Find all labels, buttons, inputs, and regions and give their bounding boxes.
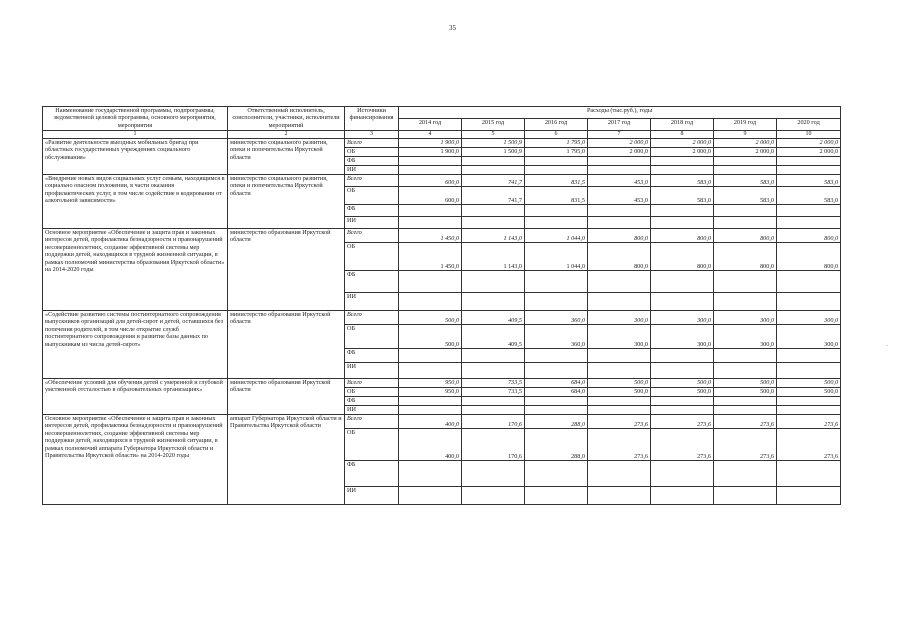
ob-value: 1 450,0 <box>399 243 462 271</box>
empty-cell <box>777 406 841 415</box>
header-year: 2016 год <box>525 119 588 131</box>
expenses-table <box>42 106 841 505</box>
empty-cell <box>651 157 714 166</box>
empty-cell <box>777 397 841 406</box>
empty-cell <box>462 157 525 166</box>
funding-source: ОБ <box>345 187 399 205</box>
funding-source: Всего <box>345 175 399 187</box>
activity-name: «Развитие деятельности выездных мобильных бригад при областных государственных учреждениях социального обслуживания» <box>43 139 228 175</box>
ob-value: 600,0 <box>399 187 462 205</box>
ob-value: 1 500,9 <box>462 148 525 157</box>
total-value: 273,6 <box>588 415 651 429</box>
empty-cell <box>651 205 714 217</box>
empty-cell <box>525 293 588 311</box>
empty-cell <box>588 271 651 293</box>
column-index: 5 <box>462 131 525 139</box>
empty-cell <box>588 487 651 505</box>
empty-cell <box>588 349 651 363</box>
total-value: 1 500,9 <box>462 139 525 148</box>
empty-cell <box>777 293 841 311</box>
empty-cell <box>714 205 777 217</box>
empty-cell <box>651 397 714 406</box>
total-value: 409,5 <box>462 311 525 325</box>
empty-cell <box>399 461 462 487</box>
ob-value: 273,6 <box>588 429 651 461</box>
total-value: 2 000,0 <box>651 139 714 148</box>
column-index: 8 <box>651 131 714 139</box>
funding-source: ОБ <box>345 148 399 157</box>
total-value: 360,0 <box>525 311 588 325</box>
ob-value: 300,0 <box>588 325 651 349</box>
empty-cell <box>714 349 777 363</box>
ob-value: 2 000,0 <box>714 148 777 157</box>
ob-value: 1 044,0 <box>525 243 588 271</box>
funding-source: ИИ <box>345 363 399 379</box>
empty-cell <box>525 166 588 175</box>
empty-cell <box>525 397 588 406</box>
total-value: 800,0 <box>777 229 841 243</box>
ob-value: 583,0 <box>714 187 777 205</box>
empty-cell <box>399 406 462 415</box>
margin-mark: ‐ <box>886 343 888 349</box>
empty-cell <box>588 397 651 406</box>
empty-cell <box>588 157 651 166</box>
ob-value: 741,7 <box>462 187 525 205</box>
empty-cell <box>525 487 588 505</box>
ob-value: 831,5 <box>525 187 588 205</box>
empty-cell <box>651 217 714 229</box>
funding-source: Всего <box>345 379 399 388</box>
total-value: 300,0 <box>714 311 777 325</box>
ob-value: 288,0 <box>525 429 588 461</box>
ob-value: 500,0 <box>651 388 714 397</box>
funding-source: ОБ <box>345 388 399 397</box>
total-value: 800,0 <box>651 229 714 243</box>
ob-value: 273,6 <box>777 429 841 461</box>
funding-source: ИИ <box>345 487 399 505</box>
empty-cell <box>399 166 462 175</box>
activity-name: Основное мероприятие «Обеспечение и защита прав и законных интересов детей, профилактика безнадзорности и правонарушений несовершеннолетних, создание эффективной системы мер поддержки детей, находящихся в трудной жизненной ситуации, в рамках полномочий аппарата Губернатора Иркутской области и Правительства Иркутской области» на 2014-2020 годы <box>43 415 228 505</box>
total-value: 831,5 <box>525 175 588 187</box>
activity-name: «Внедрение новых видов социальных услуг семьям, находящимся в социально опасном положении, в части оказания профилактических услуг, в том числе содействие в кодировании от алкогольной зависимости» <box>43 175 228 229</box>
ob-value: 583,0 <box>651 187 714 205</box>
total-value: 600,0 <box>399 175 462 187</box>
empty-cell <box>399 487 462 505</box>
empty-cell <box>525 271 588 293</box>
total-value: 300,0 <box>588 311 651 325</box>
ob-value: 800,0 <box>714 243 777 271</box>
total-value: 273,6 <box>714 415 777 429</box>
empty-cell <box>714 487 777 505</box>
ob-value: 453,0 <box>588 187 651 205</box>
column-index: 2 <box>228 131 345 139</box>
total-value: 2 000,0 <box>714 139 777 148</box>
column-index: 6 <box>525 131 588 139</box>
empty-cell <box>399 397 462 406</box>
empty-cell <box>462 205 525 217</box>
ob-value: 2 000,0 <box>588 148 651 157</box>
table-row <box>43 415 841 429</box>
empty-cell <box>777 157 841 166</box>
funding-source: ФБ <box>345 397 399 406</box>
total-value: 300,0 <box>651 311 714 325</box>
executor: министерство образования Иркутской области <box>228 311 345 379</box>
empty-cell <box>651 293 714 311</box>
total-value: 500,0 <box>588 379 651 388</box>
empty-cell <box>525 349 588 363</box>
total-value: 583,0 <box>777 175 841 187</box>
header-year: 2019 год <box>714 119 777 131</box>
total-value: 300,0 <box>777 311 841 325</box>
table-row <box>43 311 841 325</box>
table-row <box>43 175 841 187</box>
activity-name: «Содействие развитию системы постинтернатного сопровождения выпускников организаций для детей-сирот и детей, оставшихся без попечения родителей, в том числе открытие служб постинтернатного сопровождения и развитие базы данных по выпускникам из числа детей-сирот» <box>43 311 228 379</box>
empty-cell <box>651 166 714 175</box>
empty-cell <box>462 349 525 363</box>
table-row <box>43 229 841 243</box>
empty-cell <box>399 157 462 166</box>
empty-cell <box>462 271 525 293</box>
header-year: 2017 год <box>588 119 651 131</box>
ob-value: 500,0 <box>714 388 777 397</box>
total-value: 453,0 <box>588 175 651 187</box>
ob-value: 500,0 <box>777 388 841 397</box>
total-value: 288,0 <box>525 415 588 429</box>
table-row <box>43 379 841 388</box>
empty-cell <box>651 406 714 415</box>
empty-cell <box>714 293 777 311</box>
column-index: 1 <box>43 131 228 139</box>
executor: министерство социального развития, опеки и попечительства Иркутской области <box>228 175 345 229</box>
ob-value: 500,0 <box>588 388 651 397</box>
header-source: Источники финансирования <box>345 107 399 131</box>
total-value: 583,0 <box>714 175 777 187</box>
ob-value: 2 000,0 <box>651 148 714 157</box>
activity-name: «Обеспечение условий для обучения детей с умеренной и глубокой умственной отсталостью в образовательных организациях» <box>43 379 228 415</box>
total-value: 500,0 <box>714 379 777 388</box>
funding-source: ИИ <box>345 166 399 175</box>
header-expenses: Расходы (тыс.руб.), годы <box>399 107 841 119</box>
total-value: 2 000,0 <box>588 139 651 148</box>
empty-cell <box>714 363 777 379</box>
total-value: 583,0 <box>651 175 714 187</box>
empty-cell <box>777 363 841 379</box>
ob-value: 800,0 <box>651 243 714 271</box>
ob-value: 1 143,0 <box>462 243 525 271</box>
empty-cell <box>651 271 714 293</box>
column-index: 4 <box>399 131 462 139</box>
empty-cell <box>714 271 777 293</box>
funding-source: ИИ <box>345 293 399 311</box>
total-value: 400,0 <box>399 415 462 429</box>
ob-value: 684,0 <box>525 388 588 397</box>
ob-value: 800,0 <box>588 243 651 271</box>
empty-cell <box>651 461 714 487</box>
empty-cell <box>651 487 714 505</box>
funding-source: Всего <box>345 139 399 148</box>
funding-source: ФБ <box>345 271 399 293</box>
executor: аппарат Губернатора Иркутской области и Правительства Иркутской области <box>228 415 345 505</box>
ob-value: 733,5 <box>462 388 525 397</box>
empty-cell <box>462 293 525 311</box>
ob-value: 1 795,0 <box>525 148 588 157</box>
total-value: 273,6 <box>777 415 841 429</box>
empty-cell <box>714 157 777 166</box>
ob-value: 170,6 <box>462 429 525 461</box>
ob-value: 2 000,0 <box>777 148 841 157</box>
total-value: 1 044,0 <box>525 229 588 243</box>
empty-cell <box>714 406 777 415</box>
empty-cell <box>525 157 588 166</box>
funding-source: ИИ <box>345 217 399 229</box>
header-year: 2020 год <box>777 119 841 131</box>
column-index: 10 <box>777 131 841 139</box>
empty-cell <box>588 363 651 379</box>
ob-value: 273,6 <box>714 429 777 461</box>
empty-cell <box>588 406 651 415</box>
empty-cell <box>462 217 525 229</box>
total-value: 1 900,0 <box>399 139 462 148</box>
total-value: 950,0 <box>399 379 462 388</box>
header-name: Наименование государственной программы, подпрограммы, ведомственной целевой программы, основного мероприятия, мероприятия <box>43 107 228 131</box>
empty-cell <box>525 205 588 217</box>
empty-cell <box>588 293 651 311</box>
empty-cell <box>525 406 588 415</box>
empty-cell <box>399 293 462 311</box>
funding-source: ИИ <box>345 406 399 415</box>
ob-value: 950,0 <box>399 388 462 397</box>
total-value: 1 143,0 <box>462 229 525 243</box>
ob-value: 273,6 <box>651 429 714 461</box>
total-value: 500,0 <box>399 311 462 325</box>
executor: министерство социального развития, опеки и попечительства Иркутской области <box>228 139 345 175</box>
funding-source: Всего <box>345 415 399 429</box>
empty-cell <box>462 487 525 505</box>
empty-cell <box>462 166 525 175</box>
total-value: 2 000,0 <box>777 139 841 148</box>
empty-cell <box>588 205 651 217</box>
total-value: 170,6 <box>462 415 525 429</box>
empty-cell <box>399 205 462 217</box>
funding-source: ФБ <box>345 461 399 487</box>
total-value: 1 795,0 <box>525 139 588 148</box>
ob-value: 500,0 <box>399 325 462 349</box>
empty-cell <box>777 461 841 487</box>
total-value: 500,0 <box>777 379 841 388</box>
ob-value: 583,0 <box>777 187 841 205</box>
empty-cell <box>714 217 777 229</box>
funding-source: ФБ <box>345 157 399 166</box>
header-year: 2014 год <box>399 119 462 131</box>
total-value: 500,0 <box>651 379 714 388</box>
funding-source: Всего <box>345 311 399 325</box>
empty-cell <box>399 349 462 363</box>
empty-cell <box>462 406 525 415</box>
empty-cell <box>462 461 525 487</box>
empty-cell <box>588 217 651 229</box>
empty-cell <box>588 166 651 175</box>
empty-cell <box>462 397 525 406</box>
funding-source: ФБ <box>345 349 399 363</box>
executor: министерство образования Иркутской области <box>228 379 345 415</box>
funding-source: ОБ <box>345 325 399 349</box>
column-index: 7 <box>588 131 651 139</box>
total-value: 1 450,0 <box>399 229 462 243</box>
header-executor: Ответственный исполнитель, соисполнители, участники, исполнители мероприятий <box>228 107 345 131</box>
empty-cell <box>651 349 714 363</box>
total-value: 684,0 <box>525 379 588 388</box>
ob-value: 1 900,0 <box>399 148 462 157</box>
empty-cell <box>588 461 651 487</box>
total-value: 733,5 <box>462 379 525 388</box>
header-year: 2018 год <box>651 119 714 131</box>
table-row <box>43 139 841 148</box>
ob-value: 409,5 <box>462 325 525 349</box>
funding-source: ОБ <box>345 243 399 271</box>
ob-value: 300,0 <box>651 325 714 349</box>
ob-value: 300,0 <box>714 325 777 349</box>
empty-cell <box>714 166 777 175</box>
funding-source: ФБ <box>345 205 399 217</box>
header-year: 2015 год <box>462 119 525 131</box>
ob-value: 360,0 <box>525 325 588 349</box>
empty-cell <box>525 363 588 379</box>
total-value: 273,6 <box>651 415 714 429</box>
total-value: 800,0 <box>714 229 777 243</box>
empty-cell <box>777 205 841 217</box>
empty-cell <box>777 487 841 505</box>
ob-value: 400,0 <box>399 429 462 461</box>
page-number: 35 <box>449 24 456 32</box>
empty-cell <box>399 271 462 293</box>
ob-value: 800,0 <box>777 243 841 271</box>
empty-cell <box>777 166 841 175</box>
funding-source: ОБ <box>345 429 399 461</box>
activity-name: Основное мероприятие «Обеспечение и защита прав и законных интересов детей, профилактика безнадзорности и правонарушений несовершеннолетних, создание эффективной системы мер поддержки детей, находящихся в трудной жизненной ситуации, в рамках полномочий министерства образования Иркутской области» на 2014-2020 годы <box>43 229 228 311</box>
total-value: 741,7 <box>462 175 525 187</box>
ob-value: 300,0 <box>777 325 841 349</box>
empty-cell <box>714 461 777 487</box>
empty-cell <box>651 363 714 379</box>
empty-cell <box>777 217 841 229</box>
column-index: 3 <box>345 131 399 139</box>
total-value: 800,0 <box>588 229 651 243</box>
empty-cell <box>399 217 462 229</box>
empty-cell <box>525 461 588 487</box>
empty-cell <box>462 363 525 379</box>
funding-source: Всего <box>345 229 399 243</box>
empty-cell <box>777 349 841 363</box>
empty-cell <box>777 271 841 293</box>
column-index: 9 <box>714 131 777 139</box>
empty-cell <box>525 217 588 229</box>
empty-cell <box>714 397 777 406</box>
executor: министерство образования Иркутской области <box>228 229 345 311</box>
empty-cell <box>399 363 462 379</box>
